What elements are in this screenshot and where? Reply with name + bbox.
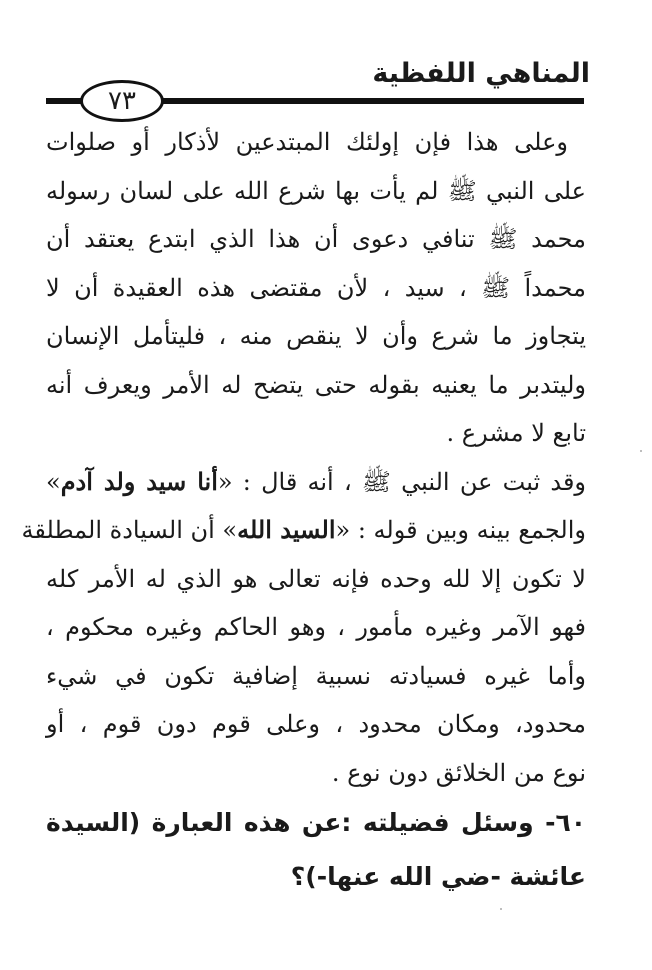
text-line: وعلى هذا فإن إولئك المبتدعين لأذكار أو صلوات (46, 128, 568, 156)
hadith-line (21, 506, 586, 555)
text-line: وأما غيره فسيادته نسبية إضافية تكون في شيء (46, 661, 586, 690)
text-line: لا تكون إلا لله وحده فإنه تعالى هو الذي له الأمر كله (46, 564, 586, 593)
body-text (21, 118, 587, 797)
quote-mark: » (46, 467, 61, 496)
question-heading (46, 796, 586, 904)
text-line: نوع من الخلائق دون نوع . (331, 758, 586, 787)
page-number-text: ٧٣ (108, 86, 136, 116)
text-line: على النبي ﷺ لم يأت بها شرع الله على لسان رسوله (46, 176, 586, 205)
text-line: وليتدبر ما يعنيه بقوله حتى يتضح له الأمر ويعرف أنه (46, 370, 586, 399)
text-line: محمداً ﷺ ، سيد ، لأن مقتضى هذه العقيدة أن لا (46, 273, 586, 302)
scan-speck (500, 908, 502, 910)
hadith-line (46, 458, 586, 507)
text-line: يتجاوز ما شرع وأن لا ينقص منه ، فليتأمل الإنسان (46, 322, 586, 350)
running-title: المناهي اللفظية (372, 58, 590, 89)
scan-speck (640, 450, 642, 452)
hadith-line-text: وقد ثبت عن النبي ﷺ ، أنه قال : « (217, 467, 587, 496)
text-line: فهو الآمر وغيره مأمور ، وهو الحاكم وغيره محكوم ، (46, 613, 586, 641)
question-line: ٦٠- وسئل فضيلته :عن هذه العبارة (السيدة (46, 808, 586, 837)
question-line: عائشة -ضي الله عنها-)؟ (290, 862, 586, 891)
hadith-line-text: والجمع بينه وبين قوله : « (335, 516, 586, 544)
page-number (80, 80, 164, 122)
hadith-quote: السيد الله (237, 515, 336, 544)
text-line: محمد ﷺ تنافي دعوى أن هذا الذي ابتدع يعتقد أن (46, 225, 586, 253)
text-line: تابع لا مشرع . (446, 419, 586, 447)
hadith-line-text: » أن السيادة المطلقة (21, 516, 238, 544)
hadith-quote: أنا سيد ولد آدم (60, 466, 218, 496)
text-line: محدود، ومكان محدود ، وعلى قوم دون قوم ، أو (46, 710, 586, 738)
